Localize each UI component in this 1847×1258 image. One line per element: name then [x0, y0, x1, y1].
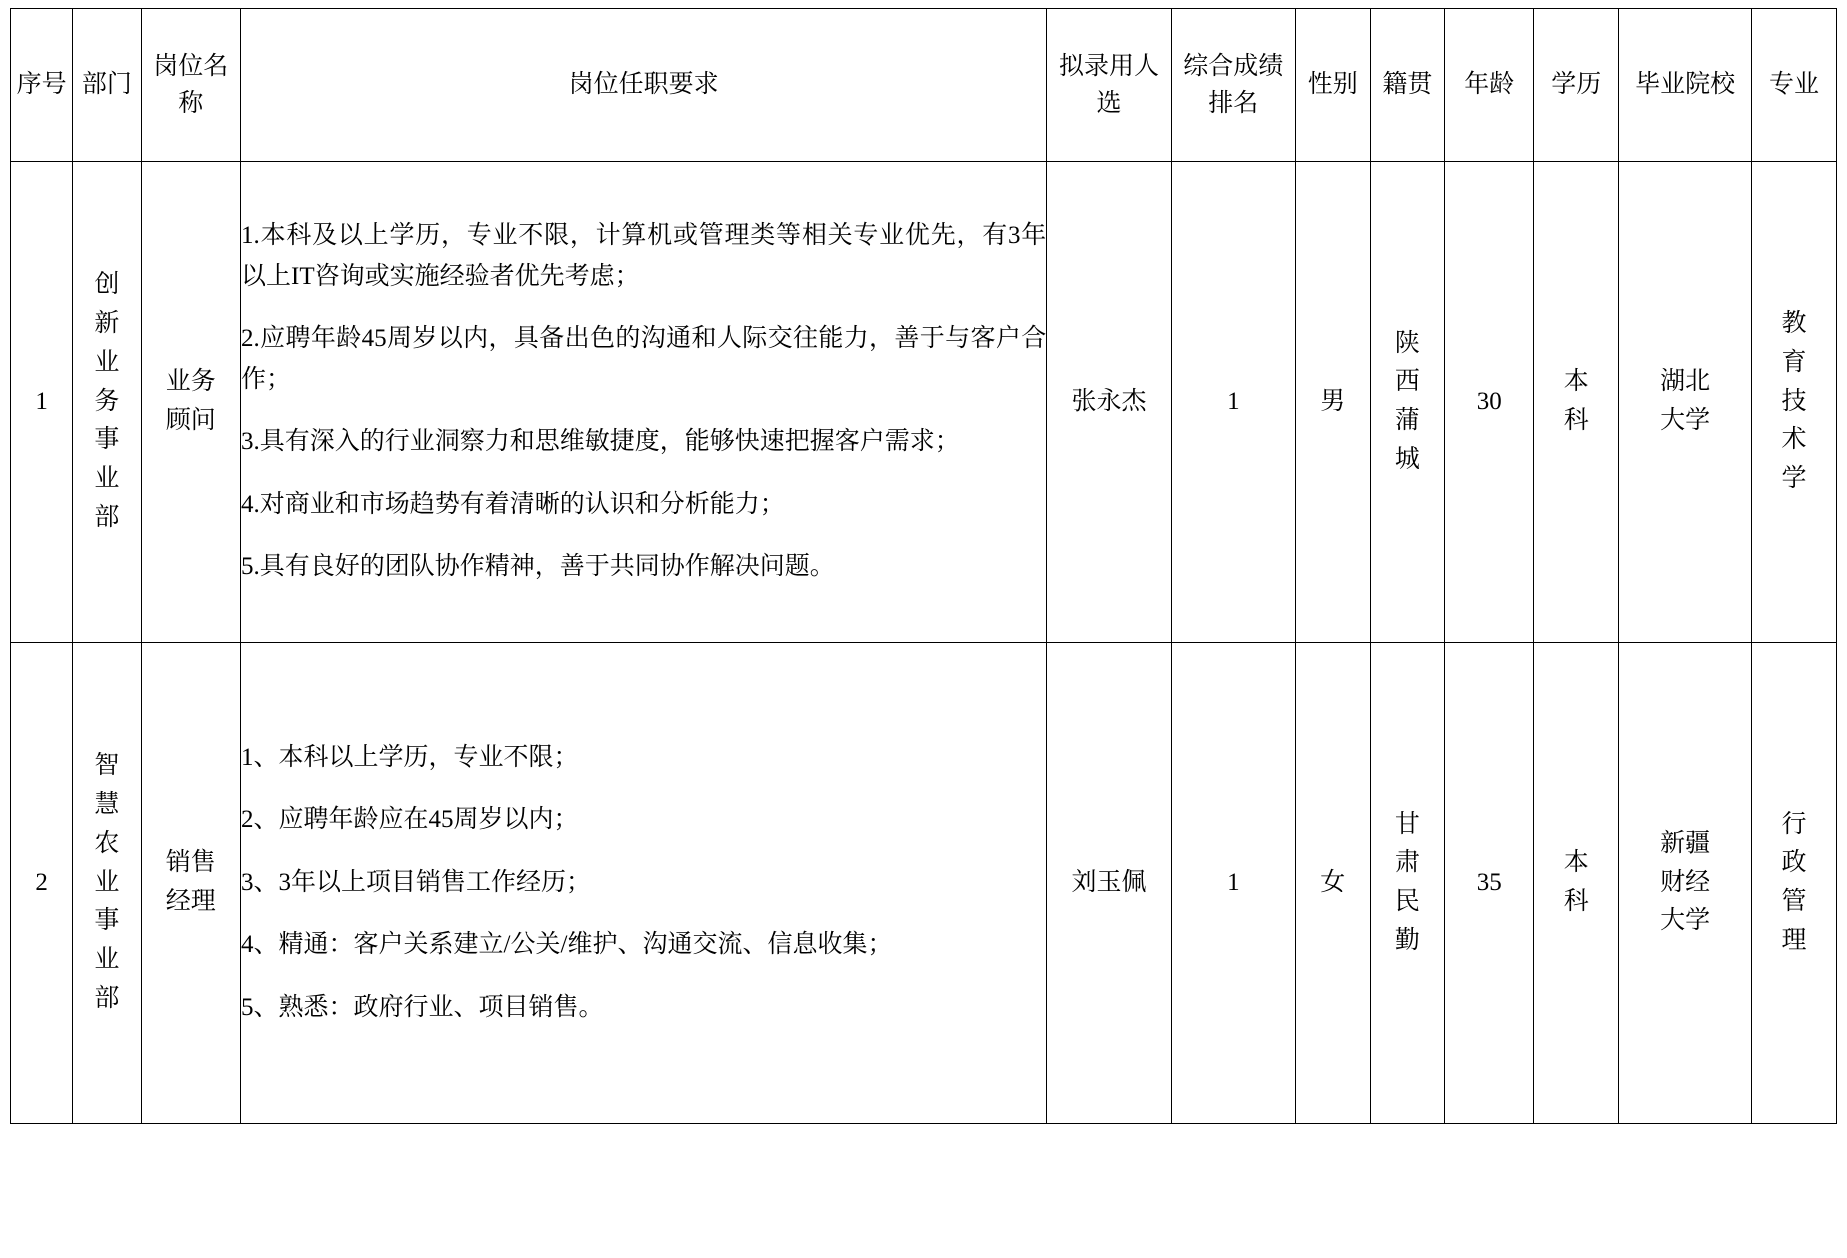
native-char: 勤 — [1394, 926, 1420, 954]
cell-requirements — [241, 162, 1047, 643]
cell-score-rank — [1171, 643, 1295, 1124]
major-char: 政 — [1781, 849, 1807, 877]
gender-value: 女 — [1320, 868, 1346, 896]
major-char: 技 — [1781, 387, 1807, 415]
school-line: 大学 — [1660, 907, 1711, 935]
education-char: 本 — [1563, 368, 1589, 396]
header-line: 毕业 — [1635, 71, 1686, 99]
header-line: 用人 — [1108, 52, 1159, 80]
table-row — [11, 643, 1837, 1124]
dept-char: 事 — [94, 426, 120, 454]
header-line: 序 — [16, 71, 42, 99]
native-char: 肃 — [1394, 849, 1420, 877]
school-line: 大学 — [1660, 407, 1711, 434]
cell-education — [1534, 643, 1619, 1124]
cell-native-place — [1370, 162, 1445, 643]
school-line: 财经 — [1660, 868, 1711, 896]
requirement-item: 5、熟悉：政府行业、项目销售。 — [241, 993, 604, 1021]
native-char: 西 — [1394, 368, 1420, 396]
candidate-name: 刘玉佩 — [1071, 868, 1147, 896]
education-char: 科 — [1563, 407, 1589, 434]
header-cell-seq — [11, 9, 73, 162]
post-line: 顾问 — [165, 407, 216, 434]
age-value: 35 — [1476, 868, 1502, 896]
requirement-item: 3、3年以上项目销售工作经历； — [241, 868, 592, 896]
native-char: 甘 — [1394, 810, 1420, 838]
cell-department — [73, 643, 141, 1124]
header-line: 业 — [1793, 71, 1819, 99]
header-line: 籍 — [1382, 71, 1408, 99]
header-line: 岗位 — [153, 52, 204, 80]
requirement-item: 1、本科以上学历，专业不限； — [241, 743, 579, 771]
header-line: 贯 — [1407, 71, 1433, 99]
header-cell-candidate — [1047, 9, 1171, 162]
table-header — [11, 9, 1837, 162]
native-char: 民 — [1394, 888, 1420, 915]
major-char: 育 — [1781, 348, 1807, 376]
cell-major — [1751, 162, 1836, 643]
header-cell-requirements — [241, 9, 1047, 162]
candidate-name: 张永杰 — [1071, 387, 1147, 415]
post-line: 销售 — [165, 849, 216, 877]
cell-native-place — [1370, 643, 1445, 1124]
header-line: 龄 — [1489, 71, 1515, 99]
requirement-item: 2.应聘年龄45周岁以内，具备出色的沟通和人际交往能力，善于与客户合作； — [241, 325, 1047, 393]
major-char: 术 — [1781, 426, 1807, 454]
header-line: 选 — [1096, 90, 1122, 117]
header-line: 学 — [1551, 71, 1577, 99]
cell-requirements — [241, 643, 1047, 1124]
dept-char: 农 — [94, 829, 120, 857]
cell-seq — [11, 643, 73, 1124]
recruitment-table — [10, 8, 1837, 1124]
cell-candidate — [1047, 162, 1171, 643]
header-cell-school — [1619, 9, 1752, 162]
cell-school — [1619, 643, 1752, 1124]
table-body — [11, 162, 1837, 1124]
header-line: 部 — [81, 71, 107, 99]
post-line: 业务 — [165, 368, 216, 396]
major-char: 行 — [1781, 810, 1807, 838]
major-char: 管 — [1781, 888, 1807, 915]
header-cell-education — [1534, 9, 1619, 162]
dept-char: 慧 — [94, 791, 120, 819]
table-row — [11, 162, 1837, 643]
header-line: 年 — [1464, 71, 1490, 99]
header-cell-department — [73, 9, 141, 162]
header-line: 号 — [41, 71, 67, 99]
seq-value: 2 — [35, 868, 48, 896]
dept-char: 创 — [94, 271, 120, 299]
dept-char: 新 — [94, 310, 120, 338]
dept-char: 业 — [94, 348, 120, 376]
cell-candidate — [1047, 643, 1171, 1124]
education-char: 科 — [1563, 888, 1589, 915]
header-cell-gender — [1295, 9, 1370, 162]
cell-education — [1534, 162, 1619, 643]
dept-char: 业 — [94, 868, 120, 896]
header-line: 名称 — [178, 52, 229, 117]
header-cell-native-place — [1370, 9, 1445, 162]
native-char: 陕 — [1394, 329, 1420, 357]
cell-seq — [11, 162, 73, 643]
native-char: 城 — [1394, 445, 1420, 473]
rank-value: 1 — [1227, 868, 1240, 896]
requirement-item: 1.本科及以上学历，专业不限，计算机或管理类等相关专业优先，有3年以上IT咨询或实施经验者优先考虑； — [241, 222, 1047, 290]
dept-char: 部 — [94, 984, 120, 1012]
cell-gender — [1295, 643, 1370, 1124]
cell-major — [1751, 643, 1836, 1124]
gender-value: 男 — [1320, 387, 1346, 415]
dept-char: 业 — [94, 465, 120, 493]
requirement-item: 3.具有深入的行业洞察力和思维敏捷度，能够快速把握客户需求； — [241, 428, 960, 456]
cell-age — [1445, 643, 1534, 1124]
age-value: 30 — [1476, 387, 1502, 415]
header-cell-major — [1751, 9, 1836, 162]
header-line: 绩排名 — [1208, 52, 1284, 117]
dept-char: 务 — [94, 387, 120, 415]
major-char: 学 — [1781, 465, 1807, 493]
education-char: 本 — [1563, 849, 1589, 877]
header-cell-age — [1445, 9, 1534, 162]
cell-gender — [1295, 162, 1370, 643]
requirement-item: 4、精通：客户关系建立/公关/维护、沟通交流、信息收集； — [241, 931, 893, 959]
cell-post-name — [141, 162, 240, 643]
requirement-item: 4.对商业和市场趋势有着清晰的认识和分析能力； — [241, 490, 785, 518]
header-cell-post-name — [141, 9, 240, 162]
seq-value: 1 — [35, 387, 48, 415]
major-char: 教 — [1781, 310, 1807, 338]
requirement-item: 5.具有良好的团队协作精神，善于共同协作解决问题。 — [241, 553, 835, 581]
header-line: 别 — [1332, 71, 1358, 99]
major-char: 理 — [1781, 926, 1807, 954]
header-line: 综合成 — [1183, 52, 1259, 80]
header-line: 拟录 — [1058, 52, 1109, 80]
cell-score-rank — [1171, 162, 1295, 643]
requirement-item: 2、应聘年龄应在45周岁以内； — [241, 806, 579, 834]
school-line: 新疆 — [1660, 829, 1711, 857]
school-line: 湖北 — [1660, 368, 1711, 396]
cell-post-name — [141, 643, 240, 1124]
rank-value: 1 — [1227, 387, 1240, 415]
cell-age — [1445, 162, 1534, 643]
post-line: 经理 — [165, 888, 216, 915]
cell-department — [73, 162, 141, 643]
header-line: 岗位任职要求 — [568, 71, 719, 99]
native-char: 蒲 — [1394, 407, 1420, 434]
cell-school — [1619, 162, 1752, 643]
header-line: 性 — [1307, 71, 1333, 99]
dept-char: 部 — [94, 503, 120, 531]
header-row — [11, 9, 1837, 162]
header-line: 门 — [106, 71, 132, 99]
header-line: 历 — [1576, 71, 1602, 99]
header-line: 院校 — [1685, 71, 1736, 99]
header-line: 专 — [1768, 71, 1794, 99]
dept-char: 事 — [94, 907, 120, 935]
header-cell-score-rank — [1171, 9, 1295, 162]
dept-char: 智 — [94, 752, 120, 780]
dept-char: 业 — [94, 946, 120, 974]
